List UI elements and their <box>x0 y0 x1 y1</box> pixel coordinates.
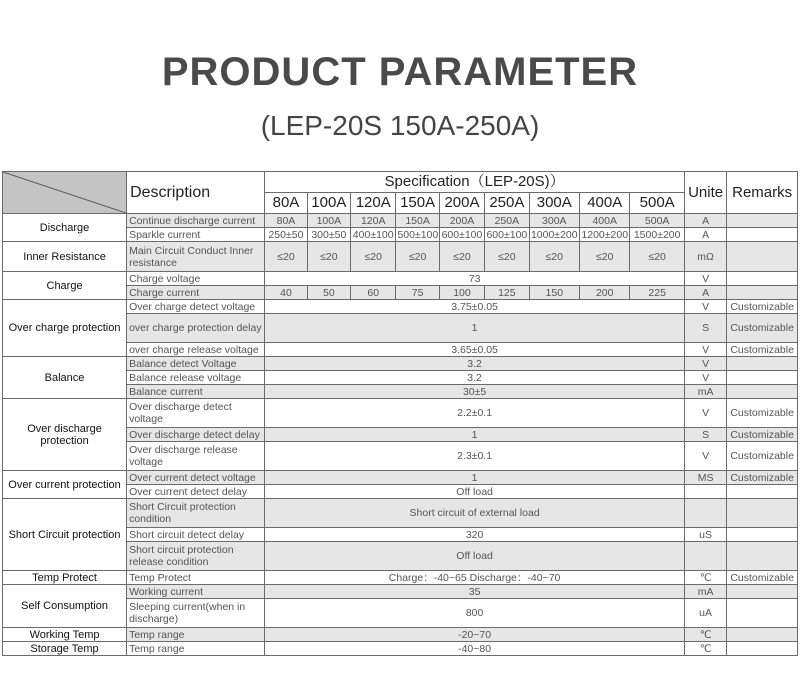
cell-value: 100A <box>307 214 350 228</box>
cell-unit: V <box>684 442 726 471</box>
category-storage-temp: Storage Temp <box>3 642 127 656</box>
table-row <box>3 471 798 485</box>
cell-value: 120A <box>351 214 396 228</box>
category-discharge: Discharge <box>3 214 127 242</box>
cell-value: 1200±200 <box>581 228 629 241</box>
cell-value: 40 <box>265 286 307 300</box>
row-description: Sparkle current <box>127 228 265 242</box>
cell-value: Off load <box>265 485 685 499</box>
cell-value: Short circuit of external load <box>265 499 685 528</box>
cell-value: 1000±200 <box>530 228 578 241</box>
row-description: Charge current <box>127 286 265 300</box>
cell-value: ≤20 <box>307 242 350 272</box>
header-current: 400A <box>580 193 630 214</box>
cell-unit <box>684 485 726 499</box>
cell-value: 2.3±0.1 <box>265 442 685 471</box>
cell-value: 1500±200 <box>630 228 684 242</box>
header-description: Description <box>127 172 265 214</box>
cell-unit <box>684 499 726 528</box>
cell-remark <box>727 599 798 628</box>
header-unite: Unite <box>684 172 726 214</box>
row-description: Over charge detect voltage <box>127 300 265 314</box>
cell-remark: Customizable <box>727 471 798 485</box>
cell-value: 3.65±0.05 <box>265 343 685 357</box>
cell-remark: Customizable <box>727 442 798 471</box>
cell-unit: ℃ <box>684 642 726 656</box>
row-description: Temp range <box>127 628 265 642</box>
row-description: Continue discharge current <box>127 214 265 228</box>
row-description: Temp Protect <box>127 571 265 585</box>
row-description: Balance detect Voltage <box>127 357 265 371</box>
cell-unit <box>684 542 726 571</box>
row-description: Balance current <box>127 385 265 399</box>
cell-unit: V <box>684 357 726 371</box>
cell-remark <box>727 242 798 272</box>
cell-value: 150 <box>529 286 579 300</box>
header-row <box>3 172 798 193</box>
cell-remark <box>727 272 798 286</box>
cell-value: ≤20 <box>396 242 439 272</box>
cell-remark: Customizable <box>727 300 798 314</box>
cell-value: ≤20 <box>485 242 529 272</box>
table-row <box>3 214 798 228</box>
category-temp-protect: Temp Protect <box>3 571 127 585</box>
cell-remark: Customizable <box>727 428 798 442</box>
cell-remark <box>727 357 798 371</box>
category-short-circuit: Short Circuit protection <box>3 499 127 571</box>
cell-value: ≤20 <box>265 242 307 272</box>
cell-value: Charge：-40~65 Discharge：-40~70 <box>265 571 685 585</box>
header-current: 500A <box>630 193 684 214</box>
cell-unit: mΩ <box>684 242 726 272</box>
parameter-table <box>2 171 798 656</box>
row-description: Over current detect voltage <box>127 471 265 485</box>
cell-remark <box>727 385 798 399</box>
cell-value: 75 <box>396 286 439 300</box>
cell-value: -40~80 <box>265 642 685 656</box>
cell-value: 250A <box>485 214 529 228</box>
page-title: PRODUCT PARAMETER <box>161 50 639 94</box>
cell-remark: Customizable <box>727 571 798 585</box>
cell-unit: ℃ <box>684 628 726 642</box>
cell-value: 300A <box>529 214 579 228</box>
cell-value: 3.2 <box>265 357 685 371</box>
cell-value: 2.2±0.1 <box>265 399 685 428</box>
cell-remark: Customizable <box>727 399 798 428</box>
cell-value: 35 <box>265 585 685 599</box>
cell-unit: V <box>684 371 726 385</box>
header-current: 150A <box>396 193 439 214</box>
cell-remark <box>727 499 798 528</box>
cell-value: ≤20 <box>580 242 630 272</box>
row-description: Over discharge detect delay <box>127 428 265 442</box>
cell-value: 500A <box>630 214 684 228</box>
table-row <box>3 300 798 314</box>
cell-value: 200A <box>439 214 484 228</box>
header-remarks: Remarks <box>727 172 798 214</box>
cell-value: 600±100 <box>439 228 484 242</box>
header-current: 300A <box>529 193 579 214</box>
category-working-temp: Working Temp <box>3 628 127 642</box>
table-row <box>3 585 798 599</box>
category-charge: Charge <box>3 272 127 300</box>
table-row <box>3 399 798 428</box>
cell-remark <box>727 371 798 385</box>
cell-value: 320 <box>265 528 685 542</box>
cell-unit: V <box>684 399 726 428</box>
cell-value: 1 <box>265 471 685 485</box>
page-subtitle: (LEP-20S 150A-250A) <box>260 110 540 141</box>
cell-remark <box>727 286 798 300</box>
row-description: Short Circuit protection condition <box>127 499 265 528</box>
row-description: Short circuit detect delay <box>127 528 265 542</box>
row-description: Short circuit protection release condition <box>127 542 265 571</box>
cell-unit: mA <box>684 585 726 599</box>
cell-value: 500±100 <box>397 228 439 241</box>
header-specification: Specification（LEP-20S)） <box>265 172 685 193</box>
cell-remark <box>727 628 798 642</box>
row-description: Temp range <box>127 642 265 656</box>
header-corner <box>3 172 127 214</box>
cell-value: 1 <box>265 314 685 343</box>
cell-unit: uS <box>684 528 726 542</box>
category-over-discharge: Over discharge protection <box>3 399 127 471</box>
cell-value: 3.2 <box>265 371 685 385</box>
cell-unit: V <box>684 272 726 286</box>
category-balance: Balance <box>3 357 127 399</box>
cell-value: 400A <box>580 214 630 228</box>
row-description: Sleeping current(when in discharge) <box>127 599 265 628</box>
cell-unit: uA <box>684 599 726 628</box>
cell-value: 200 <box>580 286 630 300</box>
header-current: 250A <box>485 193 529 214</box>
diagonal-line <box>3 172 126 213</box>
cell-value: 225 <box>630 286 684 300</box>
cell-remark <box>727 542 798 571</box>
cell-unit: A <box>684 214 726 228</box>
category-over-charge: Over charge protection <box>3 300 127 357</box>
cell-unit: V <box>684 300 726 314</box>
row-description: Over discharge detect voltage <box>127 399 265 428</box>
cell-value: 250±50 <box>265 228 307 242</box>
table-row <box>3 642 798 656</box>
row-description: over charge protection delay <box>127 314 265 343</box>
cell-value: 125 <box>485 286 529 300</box>
table-row <box>3 499 798 528</box>
table-row <box>3 272 798 286</box>
cell-value: 60 <box>351 286 396 300</box>
cell-value: 30±5 <box>265 385 685 399</box>
cell-value: 600±100 <box>486 228 528 241</box>
table-row <box>3 357 798 371</box>
row-description: Over discharge release voltage <box>127 442 265 471</box>
cell-unit: mA <box>684 385 726 399</box>
table-row <box>3 242 798 272</box>
cell-value: 50 <box>307 286 350 300</box>
cell-value: -20~70 <box>265 628 685 642</box>
cell-unit: S <box>684 428 726 442</box>
cell-value: ≤20 <box>351 242 396 272</box>
cell-unit: V <box>684 343 726 357</box>
category-self-consumption: Self Consumption <box>3 585 127 628</box>
cell-value: ≤20 <box>630 242 684 272</box>
header-current: 120A <box>351 193 396 214</box>
category-inner-resistance: Inner Resistance <box>3 242 127 272</box>
cell-value: 73 <box>265 272 685 286</box>
cell-value: 80A <box>265 214 307 228</box>
cell-value: ≤20 <box>529 242 579 272</box>
cell-unit: S <box>684 314 726 343</box>
cell-remark <box>727 214 798 228</box>
row-description: over charge release voltage <box>127 343 265 357</box>
cell-remark: Customizable <box>727 343 798 357</box>
cell-value: 800 <box>265 599 685 628</box>
cell-value: 1 <box>265 428 685 442</box>
cell-unit: A <box>684 228 726 242</box>
cell-value: 150A <box>396 214 439 228</box>
row-description: Main Circuit Conduct Inner resistance <box>127 242 265 272</box>
row-description: Working current <box>127 585 265 599</box>
cell-remark <box>727 228 798 242</box>
cell-unit: A <box>684 286 726 300</box>
row-description: Over current detect delay <box>127 485 265 499</box>
row-description: Balance release voltage <box>127 371 265 385</box>
cell-value: 100 <box>439 286 484 300</box>
header-current: 80A <box>265 193 307 214</box>
cell-value: 400±100 <box>351 228 396 242</box>
cell-value: Off load <box>265 542 685 571</box>
table-row <box>3 628 798 642</box>
cell-unit: ℃ <box>684 571 726 585</box>
cell-remark <box>727 485 798 499</box>
cell-value: 3.75±0.05 <box>265 300 685 314</box>
category-over-current: Over current protection <box>3 471 127 499</box>
row-description: Charge voltage <box>127 272 265 286</box>
cell-value: ≤20 <box>439 242 484 272</box>
table-row <box>3 571 798 585</box>
cell-remark <box>727 585 798 599</box>
cell-unit: MS <box>684 471 726 485</box>
cell-remark: Customizable <box>727 314 798 343</box>
header-current: 200A <box>439 193 484 214</box>
cell-remark <box>727 528 798 542</box>
header-current: 100A <box>307 193 350 214</box>
cell-remark <box>727 642 798 656</box>
cell-value: 300±50 <box>307 228 350 242</box>
